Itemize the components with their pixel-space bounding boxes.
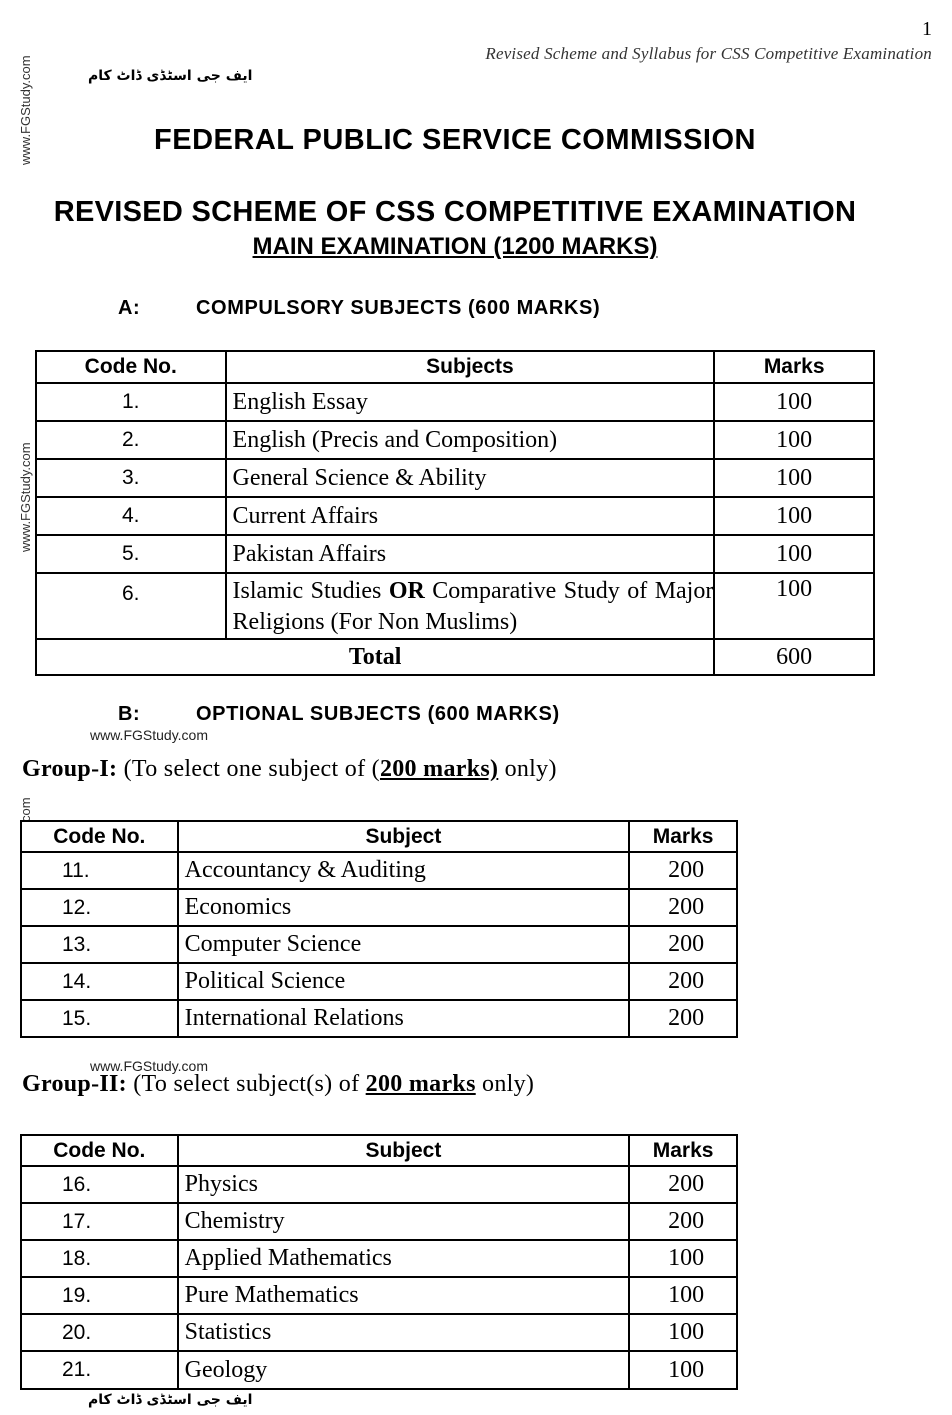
header-code: Code No. [21,1135,178,1166]
row-code: 11. [21,852,178,889]
row-marks: 100 [629,1351,737,1389]
table-header-row [36,351,874,383]
row-code: 15. [21,1000,178,1037]
row-subject: General Science & Ability [226,459,715,497]
inline-watermark: www.FGStudy.com [90,1058,208,1074]
side-watermark: www.FGStudy.com [18,442,33,552]
row-subject: Accountancy & Auditing [178,852,630,889]
total-label: Total [36,639,714,675]
table-row [21,1240,737,1277]
row-marks: 100 [629,1314,737,1351]
row-marks: 200 [629,926,737,963]
urdu-site-name: ایف جی اسٹڈی ڈاٹ کام [88,68,253,84]
row-marks: 200 [629,889,737,926]
row-subject: Physics [178,1166,630,1203]
side-watermark: www.FGStudy.com [18,55,33,165]
row-subject: Computer Science [178,926,630,963]
row-code: 14. [21,963,178,1000]
table-row [21,926,737,963]
row-code: 16. [21,1166,178,1203]
row-marks: 100 [714,497,874,535]
row-code: 18. [21,1240,178,1277]
group-2-heading: Group-II: (To select subject(s) of 200 marks only) [22,1071,535,1097]
row-subject: English (Precis and Composition) [226,421,715,459]
row-marks: 200 [629,1166,737,1203]
row-subject: Pure Mathematics [178,1277,630,1314]
table-row [21,1203,737,1240]
table-row [21,963,737,1000]
row-subject: Statistics [178,1314,630,1351]
row-subject: Political Science [178,963,630,1000]
row-code: 12. [21,889,178,926]
urdu-site-name: ایف جی اسٹڈی ڈاٹ کام [88,1392,253,1408]
group-2-table [20,1134,738,1390]
table-header-row [21,821,737,852]
table-row [36,383,874,421]
row-code: 4. [36,497,226,535]
page-number: 1 [922,18,932,40]
table-row [36,459,874,497]
compulsory-subjects-table [35,350,875,676]
row-marks: 100 [629,1277,737,1314]
table-row [21,1277,737,1314]
row-marks: 100 [629,1240,737,1277]
inline-watermark: www.FGStudy.com [90,727,208,743]
header-code: Code No. [36,351,226,383]
header-marks: Marks [629,821,737,852]
row-code: 21. [21,1351,178,1389]
row-code: 6. [36,573,226,639]
running-head: Revised Scheme and Syllabus for CSS Competitive Examination [485,44,932,63]
table-row [21,1000,737,1037]
row-subject: Geology [178,1351,630,1389]
table-row [21,889,737,926]
row-subject: Current Affairs [226,497,715,535]
row-marks: 100 [714,459,874,497]
row-subject: Economics [178,889,630,926]
section-b-heading [118,703,560,726]
section-title: OPTIONAL SUBJECTS (600 MARKS) [196,703,560,725]
table-row [21,1351,737,1389]
header-marks: Marks [629,1135,737,1166]
table-row [36,535,874,573]
row-code: 19. [21,1277,178,1314]
scheme-title: REVISED SCHEME OF CSS COMPETITIVE EXAMINATION [53,196,857,228]
row-code: 17. [21,1203,178,1240]
row-marks: 200 [629,1000,737,1037]
group-1-table [20,820,738,1038]
row-code: 2. [36,421,226,459]
row-subject: International Relations [178,1000,630,1037]
row-marks: 100 [714,573,874,639]
header-subject: Subjects [226,351,715,383]
section-letter: A: [118,297,141,319]
row-code: 5. [36,535,226,573]
row-marks: 100 [714,421,874,459]
table-header-row [21,1135,737,1166]
group-1-heading: Group-I: (To select one subject of (200 marks) only) [22,756,557,782]
side-watermark: com [18,797,33,822]
row-marks: 100 [714,535,874,573]
row-subject: Islamic Studies OR Comparative Study of Major Religions (For Non Muslims) [226,573,715,639]
row-marks: 200 [629,1203,737,1240]
row-subject: Applied Mathematics [178,1240,630,1277]
row-marks: 200 [629,852,737,889]
row-subject: Chemistry [178,1203,630,1240]
row-subject: English Essay [226,383,715,421]
row-marks: 100 [714,383,874,421]
total-row [36,639,874,675]
table-row [36,573,874,639]
section-letter: B: [118,703,141,725]
table-row [21,1166,737,1203]
row-code: 3. [36,459,226,497]
header-marks: Marks [714,351,874,383]
header-code: Code No. [21,821,178,852]
table-row [36,421,874,459]
row-code: 1. [36,383,226,421]
section-a-heading [118,297,600,320]
table-row [21,1314,737,1351]
section-title: COMPULSORY SUBJECTS (600 MARKS) [196,297,601,319]
row-code: 20. [21,1314,178,1351]
header-subject: Subject [178,1135,630,1166]
row-subject: Pakistan Affairs [226,535,715,573]
main-exam-title: MAIN EXAMINATION (1200 MARKS) [252,233,658,260]
table-row [21,852,737,889]
total-marks: 600 [714,639,874,675]
table-row [36,497,874,535]
commission-title: FEDERAL PUBLIC SERVICE COMMISSION [154,124,756,156]
row-code: 13. [21,926,178,963]
header-subject: Subject [178,821,630,852]
row-marks: 200 [629,963,737,1000]
